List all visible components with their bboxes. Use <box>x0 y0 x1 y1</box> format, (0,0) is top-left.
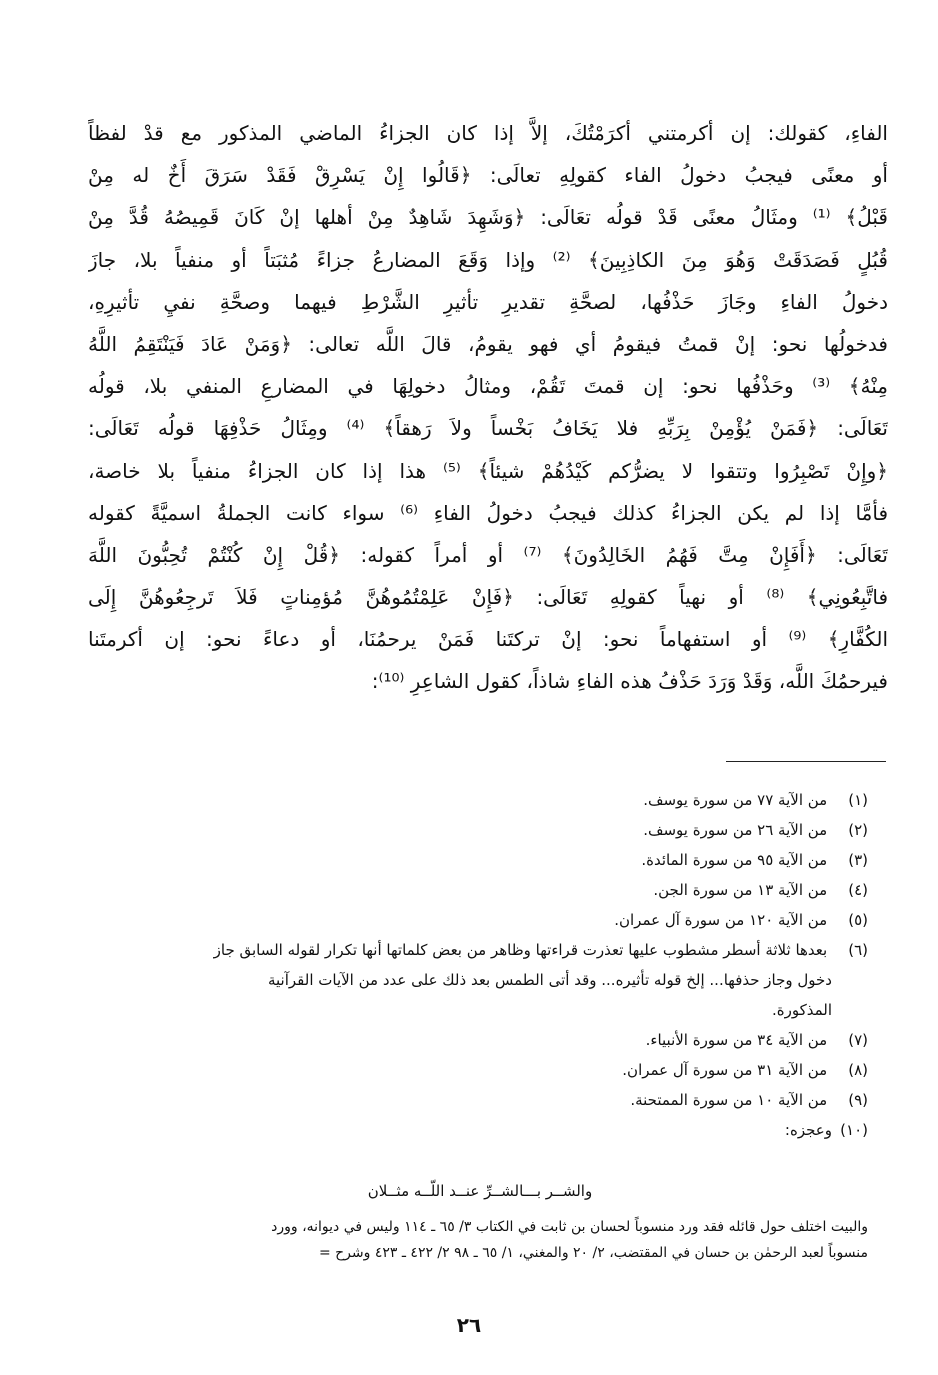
footnote-number: (٣) <box>848 851 868 869</box>
footnote-text: وعجزه: <box>784 1121 832 1139</box>
footnote-text: من الآية ١٣ من سورة الجن. <box>653 881 828 899</box>
page-number: ٢٦ <box>456 1313 482 1337</box>
footnote-text: من الآية ١٠ من سورة الممتحنة. <box>630 1091 828 1109</box>
text-line: قَبْلُ﴾ ⁽¹⁾ ومثَالُ معنًى قَدْ قولُه تعَالَى: ﴿وَشَهِدَ شَاهِدٌ مِنْ أهلها إنْ كَانَ قَمِيصُهُ قُدَّ مِنْ <box>88 205 888 230</box>
text-line: أو معنًى فيجبُ دخولُ الفاء كقولِهِ تعالَى: ﴿قَالُوا إِنْ يَسْرِقْ فَقَدْ سَرَقَ أَخٌ له مِنْ <box>88 163 888 188</box>
text-line: تَعَالَى: ﴿فَمَنْ يُؤْمِنْ بِرَبِّهِ فلا يَخَافُ بَخْساً ولاَ رَهقاً﴾ ⁽⁴⁾ ومِثَالُ حَذْفِهَا قولُه تَعَالَى: <box>88 416 888 441</box>
footnote <box>88 785 868 815</box>
footnote <box>88 1085 868 1115</box>
footnote-number: (٥) <box>848 911 868 929</box>
text-line: فيرحمُكَ اللَّه، وَقَدْ وَرَدَ حَذْفُ هذه الفاءِ شاذاً، كقول الشاعِرِ ⁽¹⁰⁾: <box>371 669 888 694</box>
footnotes <box>88 785 868 1145</box>
text-line: فأمَّا إذا لم يكن الجزاءُ كذلك فيجبُ دخولُ الفاءِ ⁽⁶⁾ سواء كانت الجملةُ اسميَّةً كقوله <box>88 500 888 525</box>
text-line: الفاءِ، كقولك: إن أكرمتني أكرَمْتُكَ، إلاَّ إذا كان الجزاءُ الماضي المذكور مع قدْ لفظاً <box>88 121 888 145</box>
text-line: ﴿وإِنْ تَصْبِرُوا وتتقوا لا يضرُّكم كَيْدُهُمْ شيئاً﴾ ⁽⁵⁾ هذا إذا كان الجزاءُ منفياً بلا خاصة، <box>88 458 888 483</box>
text-line: قُبُلٍ فَصَدَقَتْ وَهُوَ مِنَ الكاذِبِينَ﴾ ⁽²⁾ وإذا وَقَعَ المضارعُ جزاءً مُثبَتاً أو منفياً بلا، جازَ <box>88 247 888 272</box>
footnote-continuation <box>88 1214 868 1266</box>
footnote-number: (٦) <box>848 941 868 959</box>
footnote-text: والبيت اختلف حول قائله فقد ورد منسوباً لحسان بن ثابت في الكتاب ٣/ ٦٥ ـ ١١٤ وليس في ديوانه، وورد <box>271 1219 868 1235</box>
footnote-number: (٤) <box>848 881 868 899</box>
footnote-text: المذكورة. <box>771 1001 832 1019</box>
footnote <box>88 1115 868 1145</box>
text-line: فاتَّبِعُونِي﴾ ⁽⁸⁾ أو نهياً كقولِهِ تَعَالَى: ﴿فَإِنْ عَلِمْتُمُوهُنَّ مُؤمِناتٍ فَلاَ تَرجِعُوهُنَّ إِلَى <box>88 585 888 610</box>
main-text <box>88 112 888 703</box>
footnote-number: (٢) <box>848 821 868 839</box>
footnote <box>88 1025 868 1055</box>
footnote-separator <box>726 761 886 762</box>
footnote-text: بعدها ثلاثة أسطر مشطوب عليها تعذرت قراءتها وظاهر من بعض كلماتها أنها تكرار لقوله السابق جاز <box>213 941 828 959</box>
text-line: فدخولُها نحو: إنْ قمتُ فيقومُ أي فهو يقومُ، قالَ اللَّه تعالى: ﴿وَمَنْ عَادَ فَيَنْتَقِمُ اللَّهُ <box>88 331 888 356</box>
footnote-text: من الآية ٩٥ من سورة المائدة. <box>641 851 828 869</box>
footnote-text: من الآية ٧٧ من سورة يوسف. <box>643 791 828 809</box>
footnote-number: (٩) <box>848 1091 868 1109</box>
text-line: دخولُ الفاءِ وجَازَ حَذْفُها، لصحَّةِ تقديرِ تأثيرِ الشَّرْطِ فيهما وصحَّةِ نفيِ تأثيرِهِ، <box>88 289 888 314</box>
footnote-number: (٨) <box>848 1061 868 1079</box>
text-line: مِنْهُ﴾ ⁽³⁾ وحَذْفُها نحو: إن قمتَ تَقُمْ، ومثالُ دخولِهَا في المضارعِ المنفي بلا، قولُه <box>88 374 888 399</box>
text-line: الكُفَّارِ﴾ ⁽⁹⁾ أو استفهاماً نحو: إنْ تركتَنا فَمَنْ يرحمُنَا، أو دعاءً نحو: إن أكرمتَنا <box>88 627 888 652</box>
poetry-verse: والشــر بـــالشــرِّ عنــد اللّــه مثــلان <box>367 1182 593 1200</box>
footnote-number: (٧) <box>848 1031 868 1049</box>
footnote-text: من الآية ٢٦ من سورة يوسف. <box>643 821 828 839</box>
footnote-number: (١٠) <box>840 1121 868 1139</box>
footnote-number: (١) <box>848 791 868 809</box>
footnote-text: منسوباً لعبد الرحمٰن بن حسان في المقتضب، ٢/ ٢٠ والمغني، ١/ ٦٥ ـ ٩٨ ٢/ ٤٢٢ ـ ٤٢٣ وشرح = <box>318 1245 868 1261</box>
footnote-text: من الآية ٣٤ من سورة الأنبياء. <box>645 1031 828 1049</box>
footnote-text: من الآية ٣١ من سورة آل عمران. <box>622 1061 828 1079</box>
footnote <box>88 905 868 935</box>
footnote <box>88 815 868 845</box>
footnote-text: من الآية ١٢٠ من سورة آل عمران. <box>614 911 828 929</box>
footnote <box>88 845 868 875</box>
footnote <box>88 935 868 1025</box>
footnote <box>88 875 868 905</box>
footnote <box>88 1055 868 1085</box>
text-line: تَعَالَى: ﴿أَفَإِنْ مِتَّ فَهُمُ الخَالِدُونَ﴾ ⁽⁷⁾ أو أمراً كقوله: ﴿قُلْ إِنْ كُنْتُمْ تُحِبُّونَ اللَّهَ <box>88 542 888 567</box>
footnote-text: دخول وجاز حذفها... إلخ قوله تأثيره... وقد أتى الطمس بعد ذلك على عدد من الآيات القرآنية <box>267 971 832 989</box>
